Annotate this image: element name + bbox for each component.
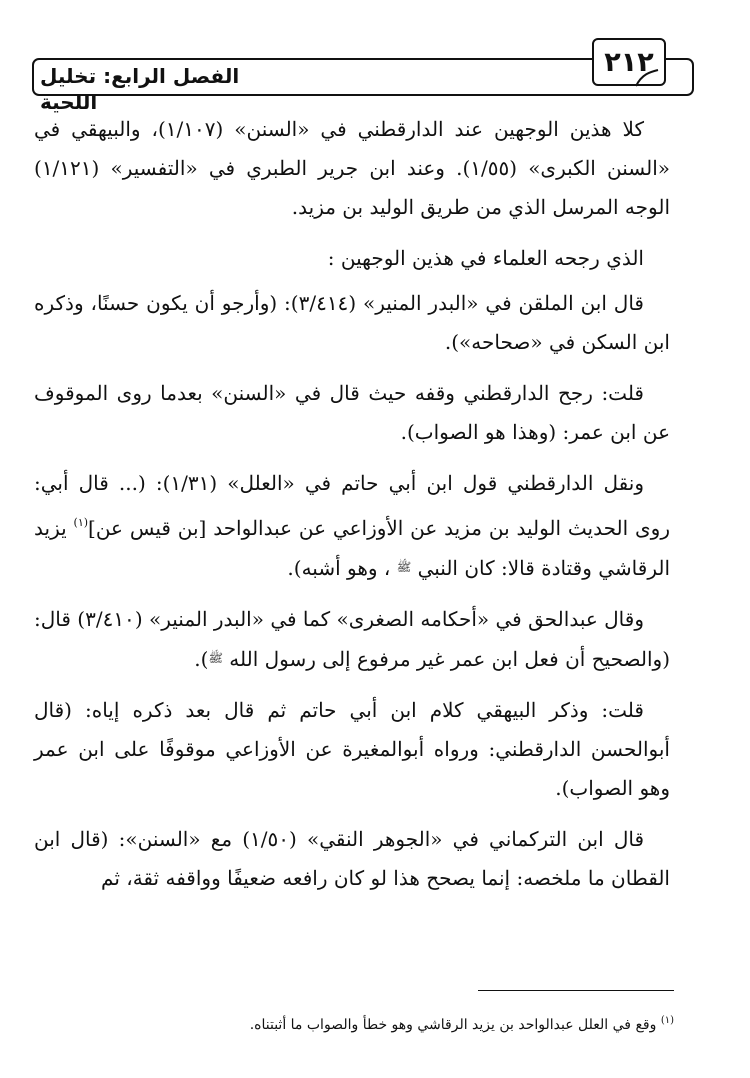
paragraph-5-part-3: ، وهو أشبه). bbox=[287, 556, 391, 580]
honorific-glyph: ﷺ bbox=[208, 651, 223, 665]
paragraph-8: قال ابن التركماني في «الجوهر النقي» (١/٥٠) مع «السنن»: (قال ابن القطان ما ملخصه: إنما يصحح هذا لو كان رافعه ضعيفًا وواقفه ثقة، ثم bbox=[34, 827, 670, 890]
paragraph-6-part-1: وقال عبدالحق في «أحكامه الصغرى» كما في «البدر المنير» (٣/٤١٠) قال: (والصحيح أن فعل ابن عمر غير مرفوع إلى رسول الله bbox=[34, 607, 670, 671]
paragraph-6-part-2: ). bbox=[194, 647, 209, 671]
tab-curl-ornament bbox=[634, 66, 660, 88]
paragraph-5-part-2: يزيد الرقاشي وقتادة قالا: كان النبي bbox=[34, 516, 670, 580]
paragraph-6 bbox=[34, 600, 670, 679]
paragraph-3: قال ابن الملقن في «البدر المنير» (٣/٤١٤): (وأرجو أن يكون حسنًا، وذكره ابن السكن في «صحاحه»). bbox=[34, 291, 670, 354]
honorific-glyph: ﷺ bbox=[396, 560, 412, 574]
chapter-title: الفصل الرابع: تخليل اللحية bbox=[40, 64, 240, 114]
footnote-text: وقع في العلل عبدالواحد بن يزيد الرقاشي وهو خطأ والصواب ما أثبتناه. bbox=[249, 1017, 657, 1033]
footnote-divider bbox=[478, 990, 674, 991]
paragraph-5 bbox=[34, 464, 670, 588]
paragraph-2: الذي رجحه العلماء في هذين الوجهين : bbox=[327, 246, 644, 270]
paragraph-7: قلت: وذكر البيهقي كلام ابن أبي حاتم ثم قال بعد ذكره إياه: (قال أبوالحسن الدارقطني: ورواه أبوالمغيرة عن الأوزاعي موقوفًا على ابن عمر وهو الصواب). bbox=[34, 698, 670, 800]
footnote-reference-mark: (١) bbox=[73, 516, 89, 529]
footnote bbox=[60, 1010, 674, 1036]
footnote-number: (١) bbox=[660, 1015, 674, 1026]
paragraph-1: كلا هذين الوجهين عند الدارقطني في «السنن» (١/١٠٧)، والبيهقي في «السنن الكبرى» (١/٥٥). وعند ابن جرير الطبري في «التفسير» (١/١٢١) الوجه المرسل الذي من طريق الوليد بن مزيد. bbox=[34, 117, 670, 219]
paragraph-4: قلت: رجح الدارقطني وقفه حيث قال في «السنن» بعدما روى الموقوف عن ابن عمر: (وهذا هو الصواب). bbox=[34, 381, 670, 444]
body-text bbox=[34, 110, 670, 910]
paragraph-5-part-1: ونقل الدارقطني قول ابن أبي حاتم في «العلل» (١/٣١): (... قال أبي: روى الحديث الوليد بن مزيد عن الأوزاعي عن عبدالواحد [بن قيس عن] bbox=[34, 471, 670, 540]
page-number: ٢١٢ bbox=[604, 47, 654, 78]
